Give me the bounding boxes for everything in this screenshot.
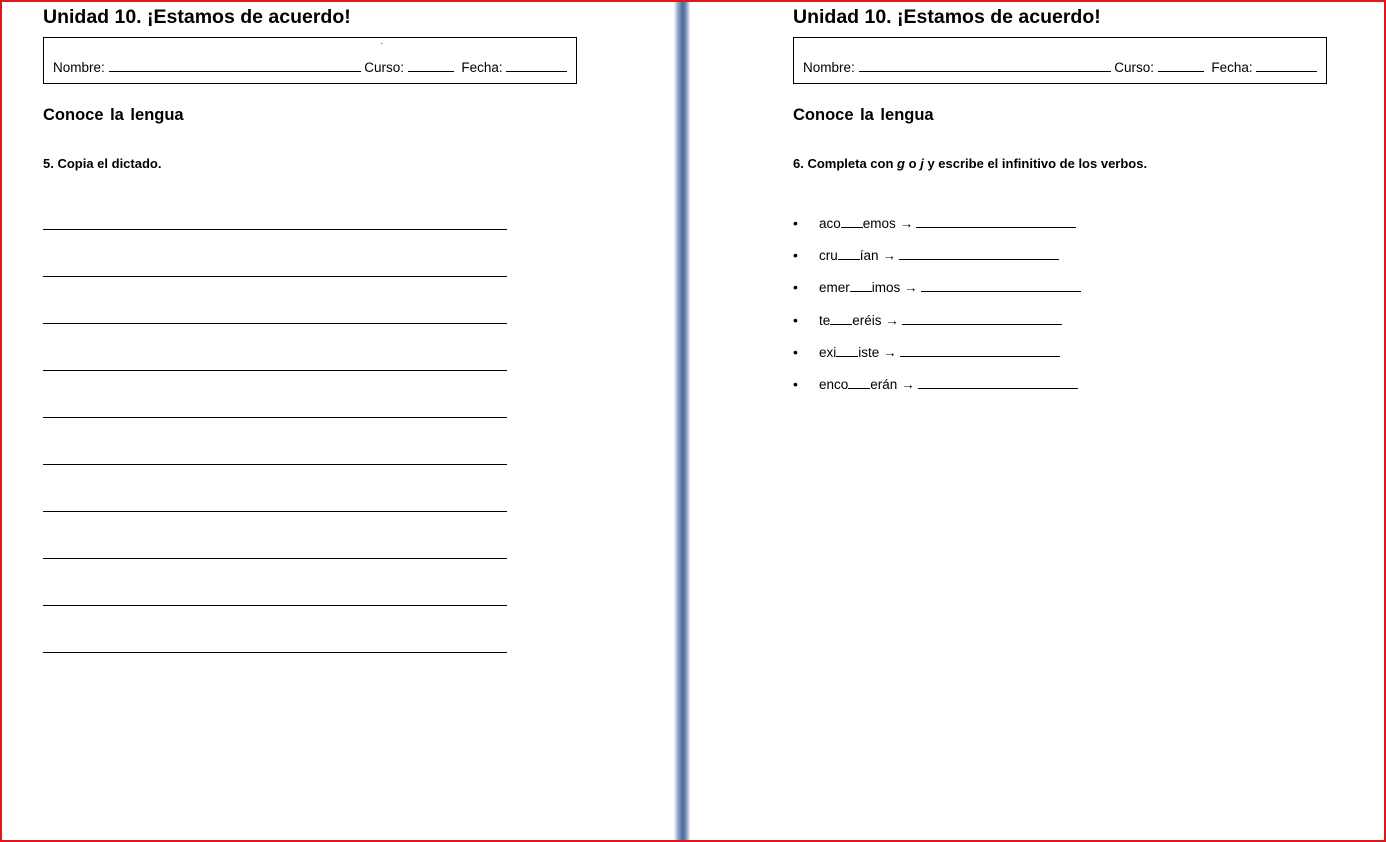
writing-line[interactable]: [43, 558, 507, 559]
infinitive-blank[interactable]: [900, 345, 1060, 357]
page-title: Unidad 10. ¡Estamos de acuerdo!: [793, 6, 1101, 28]
infinitive-blank[interactable]: [918, 377, 1078, 389]
arrow-icon: →: [883, 344, 897, 360]
verb-item: [793, 343, 1081, 377]
letter-gap[interactable]: [848, 377, 870, 389]
student-info-box: [793, 37, 1327, 84]
writing-line[interactable]: [43, 417, 507, 418]
stray-mark: ·: [380, 38, 384, 49]
fecha-label: Fecha:: [461, 60, 503, 75]
verb-start: exi: [819, 344, 837, 360]
page-gutter: [674, 2, 690, 840]
arrow-icon: →: [899, 216, 914, 231]
letter-j: j: [920, 156, 924, 171]
writing-line[interactable]: [43, 229, 507, 230]
instruction-connector: o: [908, 156, 917, 171]
student-info-line: [803, 59, 1317, 75]
bullet-icon: •: [793, 311, 798, 328]
verb-item: [793, 279, 1081, 312]
verb-end: emos: [862, 216, 896, 231]
bullet-icon: •: [793, 247, 798, 264]
arrow-icon: →: [882, 248, 896, 264]
curso-blank[interactable]: [1158, 59, 1204, 72]
bullet-icon: •: [793, 215, 798, 231]
fecha-blank[interactable]: [506, 59, 567, 72]
exercise-6-instruction: [793, 156, 1147, 171]
verb-start: aco: [819, 216, 841, 231]
verb-end: ían: [859, 248, 879, 264]
letter-gap[interactable]: [850, 280, 872, 292]
bullet-icon: •: [793, 343, 798, 360]
verb-item: [793, 311, 1081, 345]
arrow-icon: →: [885, 312, 899, 328]
verb-start: te: [819, 312, 831, 328]
writing-line[interactable]: [43, 511, 507, 512]
page-title: Unidad 10. ¡Estamos de acuerdo!: [43, 6, 351, 28]
nombre-blank[interactable]: [859, 59, 1111, 72]
verb-start: emer: [819, 280, 850, 296]
arrow-icon: →: [904, 280, 918, 296]
writing-line[interactable]: [43, 370, 507, 371]
right-page: [690, 2, 1384, 840]
verb-end: imos: [871, 280, 901, 296]
letter-gap[interactable]: [836, 345, 858, 357]
letter-g: g: [897, 156, 905, 171]
curso-blank[interactable]: [408, 59, 454, 72]
verb-start: enco: [819, 376, 849, 392]
curso-label: Curso:: [1114, 60, 1155, 75]
bullet-icon: •: [793, 279, 798, 296]
writing-line[interactable]: [43, 605, 507, 606]
section-heading: Conoce la lengua: [43, 106, 184, 124]
writing-line[interactable]: [43, 464, 507, 465]
nombre-label: Nombre:: [53, 60, 105, 75]
bullet-icon: •: [793, 375, 798, 392]
curso-label: Curso:: [364, 60, 405, 75]
section-heading: Conoce la lengua: [793, 106, 934, 124]
left-page: [2, 2, 674, 840]
writing-line[interactable]: [43, 323, 507, 324]
nombre-blank[interactable]: [109, 59, 361, 72]
arrow-icon: →: [901, 376, 915, 392]
verb-list: [793, 215, 1081, 409]
verb-end: erán: [870, 376, 898, 392]
letter-gap[interactable]: [838, 248, 860, 260]
student-info-box: [43, 37, 577, 84]
exercise-5-instruction: 5. Copia el dictado.: [43, 156, 162, 171]
infinitive-blank[interactable]: [899, 248, 1059, 260]
instruction-suffix: y escribe el infinitivo de los verbos.: [927, 156, 1148, 171]
instruction-prefix: 6. Completa con: [793, 156, 894, 171]
infinitive-blank[interactable]: [916, 216, 1076, 228]
verb-item: [793, 375, 1081, 409]
verb-start: cru: [819, 248, 838, 264]
writing-line[interactable]: [43, 276, 507, 277]
infinitive-blank[interactable]: [921, 280, 1081, 292]
letter-gap[interactable]: [830, 313, 852, 325]
writing-line[interactable]: [43, 652, 507, 653]
nombre-label: Nombre:: [803, 60, 855, 75]
fecha-blank[interactable]: [1256, 59, 1317, 72]
verb-item: [793, 215, 1081, 248]
fecha-label: Fecha:: [1211, 60, 1253, 75]
infinitive-blank[interactable]: [902, 313, 1062, 325]
verb-item: [793, 247, 1081, 280]
student-info-line: [53, 59, 567, 75]
verb-end: iste: [858, 344, 880, 360]
letter-gap[interactable]: [841, 216, 863, 228]
verb-end: eréis: [852, 312, 882, 328]
